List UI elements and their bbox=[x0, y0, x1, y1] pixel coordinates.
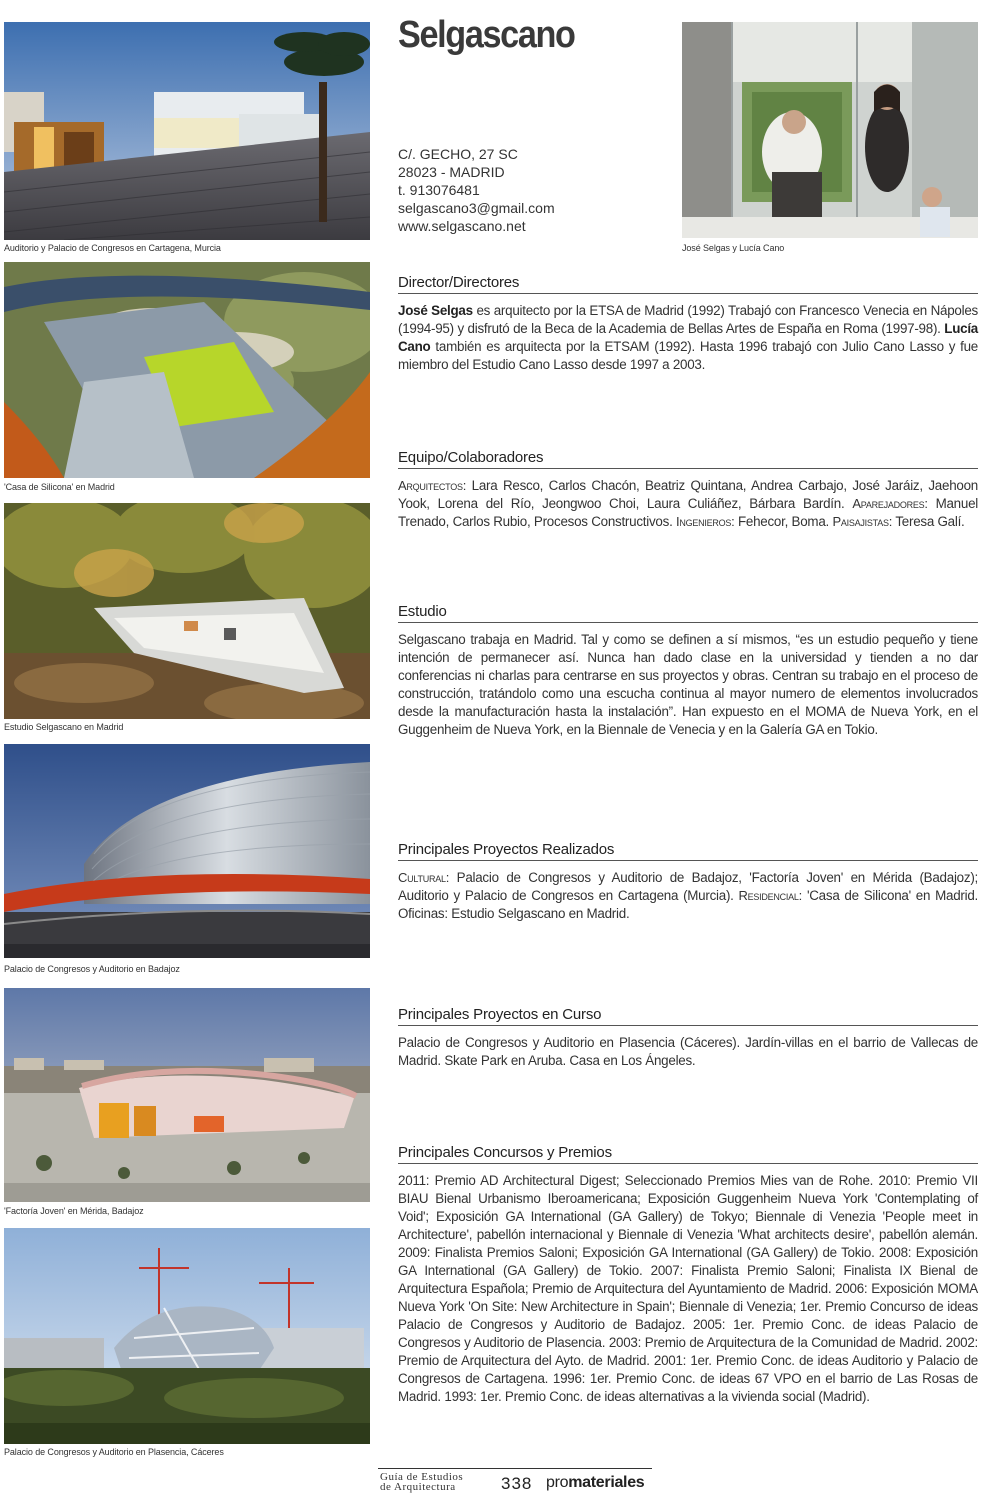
realizados-residencial: 'Casa de Silicona' en Madrid. Oficinas: Estudio Selgascano en Madrid. bbox=[398, 888, 978, 921]
label-residencial: Residencial: bbox=[738, 888, 803, 903]
caption-merida: 'Factoría Joven' en Mérida, Badajoz bbox=[4, 1206, 144, 1216]
photo-plasencia bbox=[4, 1228, 370, 1444]
section-heading-team: Equipo/Colaboradores bbox=[398, 449, 978, 469]
label-ingenieros: Ingenieros: bbox=[676, 514, 735, 529]
label-arquitectos: Arquitectos: bbox=[398, 478, 467, 493]
section-realizados bbox=[398, 841, 978, 923]
caption-estudio: Estudio Selgascano en Madrid bbox=[4, 722, 124, 732]
realizados-text bbox=[398, 869, 978, 923]
contact-email[interactable]: selgascano3@gmail.com bbox=[398, 200, 555, 216]
caption-plasencia: Palacio de Congresos y Auditorio en Plasencia, Cáceres bbox=[4, 1447, 224, 1457]
footer-guide-line1: Guía de Estudios bbox=[380, 1471, 464, 1483]
label-cultural: Cultural: bbox=[398, 870, 450, 885]
section-estudio bbox=[398, 603, 978, 739]
photo-casa-silicona bbox=[4, 262, 370, 478]
brand-logo bbox=[546, 1474, 644, 1492]
photo-portrait bbox=[682, 22, 978, 238]
section-heading-directors: Director/Directores bbox=[398, 274, 978, 294]
contact-city: 28023 - MADRID bbox=[398, 164, 505, 180]
section-heading-estudio: Estudio bbox=[398, 603, 978, 623]
team-text bbox=[398, 477, 978, 531]
estudio-text: Selgascano trabaja en Madrid. Tal y como se definen a sí mismos, “es un estudio pequeño y tiene intención de permanecer así. Nunca han dado clase en la universidad y tienden a no dar conferencias ni charlas para centrarse en sus proyectos y obras. Centran su trabajo en el proceso de construcción, tratándolo como una escucha continua al mayor numero de elementos involucrados desde la manufacturación hasta la instalación”. Han expuesto en el MOMA de Nueva York, en el Guggenheim de Nueva York, en la Biennale de Venecia y en la Galería GA en Tokio. bbox=[398, 632, 978, 737]
contact-phone: t. 913076481 bbox=[398, 182, 480, 198]
directors-text-2: también es arquitecta por la ETSAM (1992). Hasta 1996 trabajó con Julio Cano Lasso y fue miembro del Estudio Cano Lasso desde 1997 a 2003. bbox=[398, 339, 978, 372]
photo-estudio-selgascano bbox=[4, 503, 370, 719]
caption-cartagena: Auditorio y Palacio de Congresos en Cartagena, Murcia bbox=[4, 243, 221, 253]
directors-text bbox=[398, 302, 978, 374]
label-paisajistas: Paisajistas: bbox=[832, 514, 893, 529]
caption-badajoz: Palacio de Congresos y Auditorio en Badajoz bbox=[4, 964, 180, 974]
page-number: 338 bbox=[501, 1474, 533, 1493]
contact-block bbox=[398, 145, 555, 235]
realizados-cultural: Palacio de Congresos y Auditorio de Badajoz, 'Factoría Joven' en Mérida (Badajoz); Auditorio y Palacio de Congresos en Cartagena (Murcia). bbox=[398, 870, 978, 903]
photo-badajoz bbox=[4, 744, 370, 958]
section-team bbox=[398, 449, 978, 531]
directors-text-1: es arquitecto por la ETSA de Madrid (1992) Trabajó con Francesco Venecia en Nápoles (1994-95) y disfrutó de la Beca de la Academia de Bellas Artes de España en Roma (1997-98). bbox=[398, 303, 978, 336]
photo-merida bbox=[4, 988, 370, 1202]
footer-guide-line2: de Arquitectura bbox=[380, 1481, 456, 1493]
director-name-1: José Selgas bbox=[398, 303, 473, 318]
contact-web[interactable]: www.selgascano.net bbox=[398, 218, 526, 234]
brand-materiales: materiales bbox=[568, 1474, 645, 1491]
label-aparejadores: Aparejadores: bbox=[852, 496, 928, 511]
curso-text: Palacio de Congresos y Auditorio en Plasencia (Cáceres). Jardín-villas en el barrio de Vallecas de Madrid. Skate Park en Aruba. Casa en Los Ángeles. bbox=[398, 1035, 978, 1068]
premios-text: 2011: Premio AD Architectural Digest; Seleccionado Premios Mies van de Rohe. 2010: Premio VII BIAU Bienal Urbanismo Iberoamericana; Exposición Guggenheim Nueva York 'Contemplating of Void'; Exposición GA International (GA Gallery) de Tokyo; Biennale di Venezia 'People meet in Architecture', pabellón internacional y Biennale di Venezia 'What architects desire', pabellón alemán. 2009: Finalista Premios Saloni; Exposición GA International (GA Gallery) de Tokio. 2008: Exposición GA International (GA Gallery) de Tokio. 2007: Finalista Premio Saloni; Finalista IX Bienal de Arquitectura Española; Premio de Arquitectura del Ayuntamiento de Madrid. 2006: Exposición MOMA Nueva York 'On Site: New Architecture in Spain'; Biennale di Venezia; 1er. Premio Concurso de ideas Palacio de Congresos y Auditorio de Badajoz. 2005: 1er. Premio Conc. de ideas Palacio de Congresos y Auditorio de Plasencia. 2003: Premio de Arquitectura de la Comunidad de Madrid. 2002: Premio de Arquitectura del Ayto. de Madrid. 2001: 1er. Premio Conc. de ideas Auditorio y Palacio de Congresos de Cartagena. 1996: 1er. Premio Conc. de ideas 67 VPO en el barrio de Las Rosas de Madrid. 1993: 1er. Premio Conc. de ideas alternativas a la vivienda social (Madrid). bbox=[398, 1173, 978, 1404]
contact-address: C/. GECHO, 27 SC bbox=[398, 146, 518, 162]
section-directors bbox=[398, 274, 978, 374]
team-ingenieros: Fehecor, Boma. bbox=[734, 514, 833, 529]
section-heading-curso: Principales Proyectos en Curso bbox=[398, 1006, 978, 1026]
section-heading-premios: Principales Concursos y Premios bbox=[398, 1144, 978, 1164]
page-footer bbox=[378, 1468, 652, 1493]
section-heading-realizados: Principales Proyectos Realizados bbox=[398, 841, 978, 861]
caption-silicona: 'Casa de Silicona' en Madrid bbox=[4, 482, 115, 492]
photo-cartagena-auditorium bbox=[4, 22, 370, 240]
section-curso bbox=[398, 1006, 978, 1070]
caption-portrait: José Selgas y Lucía Cano bbox=[682, 243, 785, 253]
team-arquitectos: Lara Resco, Carlos Chacón, Beatriz Quintana, Andrea Carbajo, José Jaráiz, Jaehoon Yook, Lorena del Río, Jeongwoo Choi, Laura Culiáñez, Bárbara Bardín. bbox=[398, 478, 978, 511]
team-paisajistas: Teresa Galí. bbox=[892, 514, 965, 529]
director-name-2: Lucía Cano bbox=[398, 321, 978, 354]
brand-pro: pro bbox=[546, 1474, 569, 1491]
footer-guide bbox=[380, 1472, 463, 1492]
team-aparejadores: Manuel Trenado, Carlos Rubio, Procesos Constructivos. bbox=[398, 496, 978, 529]
section-premios bbox=[398, 1144, 978, 1406]
page-title: Selgascano bbox=[398, 14, 575, 56]
